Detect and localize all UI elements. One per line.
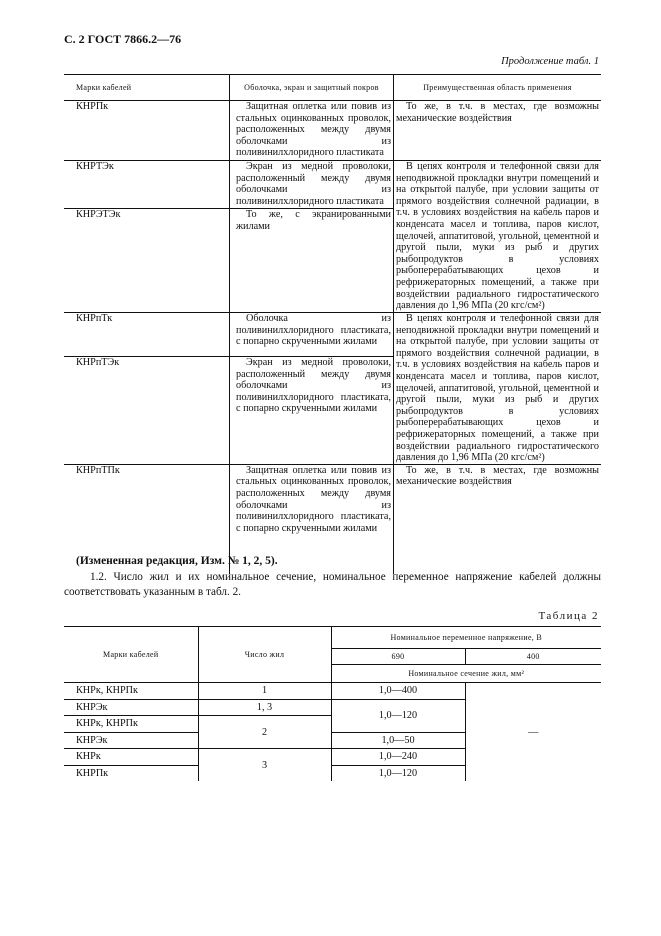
cable-mark: КНРк, КНРПк [64,716,198,733]
section-690: 1,0—120 [331,765,465,781]
page-header: С. 2 ГОСТ 7866.2—76 [64,32,182,46]
cable-application-group: В цепях контроля и телефонной связи для неподвижной прокладки внутри помещений и на открытой палубе, при условии защиты от прямого воздействия солнечной радиации, в т.ч. в условиях воздействия на кабель паров и конденсата масел и топлива, паров кислот, щелочей, аппатитовой, угольной, цементной и другой пыли, муки из рыб и других рыбопродуктов в условиях рыбоперерабатывающих цехов и рефрижераторных помещений, а также при воздействии радиального гидростатического давления до 1,96 МПа (20 кгс/см²) [394,161,602,313]
section-400: — [528,726,539,738]
cable-mark: КНРТЭк [64,161,230,209]
cores-count: 3 [198,749,331,782]
voltage-400: 400 [465,649,601,665]
section-690: 1,0—240 [331,749,465,766]
table-2-caption: Таблица 2 [538,610,599,622]
cable-cover: То же, с экранированными жилами [230,209,394,313]
col-header-section: Номинальное сечение жил, мм² [331,665,601,683]
cable-mark: КНРпТк [64,313,230,357]
amendment-note: (Измененная редакция, Изм. № 1, 2, 5). [76,555,278,567]
table-row [64,683,601,700]
col-header-cover: Оболочка, экран и защитный покров [230,75,394,101]
table-2 [64,626,601,781]
cable-cover: Экран из медной проволоки, расположенный между двумя оболочками из поливинилхлоридного пластиката, с попарно скрученными жилами [230,357,394,465]
table-continuation-label: Продолжение табл. 1 [501,56,599,67]
section-690: 1,0—120 [331,699,465,732]
cable-mark: КНРк, КНРПк [64,683,198,700]
cable-cover: Защитная оплетка или повив из стальных оцинкованных проволок, расположенных между двумя оболочками из поливинилхлоридного пластиката, с попарно скрученными жилами [230,464,394,574]
cable-mark: КНРЭк [64,732,198,749]
table-1 [64,74,601,574]
cable-mark: КНРк [64,749,198,766]
table-row [64,101,601,161]
voltage-690: 690 [331,649,465,665]
col-header-cores: Число жил [198,627,331,683]
cable-application: То же, в т.ч. в местах, где возможны механические воздействия [394,464,602,574]
cable-mark: КНРЭк [64,699,198,716]
col-header-marks: Марки кабелей [64,627,198,683]
cable-application: То же, в т.ч. в местах, где возможны механические воздействия [394,101,602,161]
section-690: 1,0—400 [331,683,465,700]
section-690: 1,0—50 [331,732,465,749]
col-header-application: Преимущественная область применения [394,75,602,101]
cable-mark: КНРЭТЭк [64,209,230,313]
cable-mark: КНРПк [64,765,198,781]
cable-mark: КНРПк [76,101,109,112]
table-row [64,161,601,209]
cores-count: 2 [198,716,331,749]
cores-count: 1, 3 [198,699,331,716]
cable-cover: Оболочка из поливинилхлоридного пластиката, с попарно скрученными жилами [230,313,394,357]
table-row [64,313,601,357]
cores-count: 1 [198,683,331,700]
col-header-voltage: Номинальное переменное напряжение, В [331,627,601,649]
cable-application-group: В цепях контроля и телефонной связи для неподвижной прокладки внутри помещений и на открытой палубе, при условии защиты от прямого воздействия солнечной радиации, в т.ч. в условиях воздействия на кабель паров и конденсата масел и топлива, паров кислот, щелочей, аппатитовой, угольной, цементной и другой пыли, муки из рыб и других рыбопродуктов в условиях рыбоперерабатывающих цехов и рефрижераторных помещений, а также при воздействии радиального гидростатического давления до 1,96 МПа (20 кгс/см²) [394,313,602,465]
cable-cover: Экран из медной проволоки, расположенный между двумя оболочками из поливинилхлоридного пластиката [230,161,394,209]
cable-mark: КНРпТПк [64,464,230,574]
cable-mark: КНРпТЭк [64,357,230,465]
paragraph-1-2: 1.2. Число жил и их номинальное сечение, номинальное переменное напряжение кабелей должны соответствовать указанным в табл. 2. [64,571,601,598]
cable-cover: Защитная оплетка или повив из стальных оцинкованных проволок, расположенных между двумя оболочками из поливинилхлоридного пластиката [230,101,394,161]
col-header-marks: Марки кабелей [64,75,230,101]
